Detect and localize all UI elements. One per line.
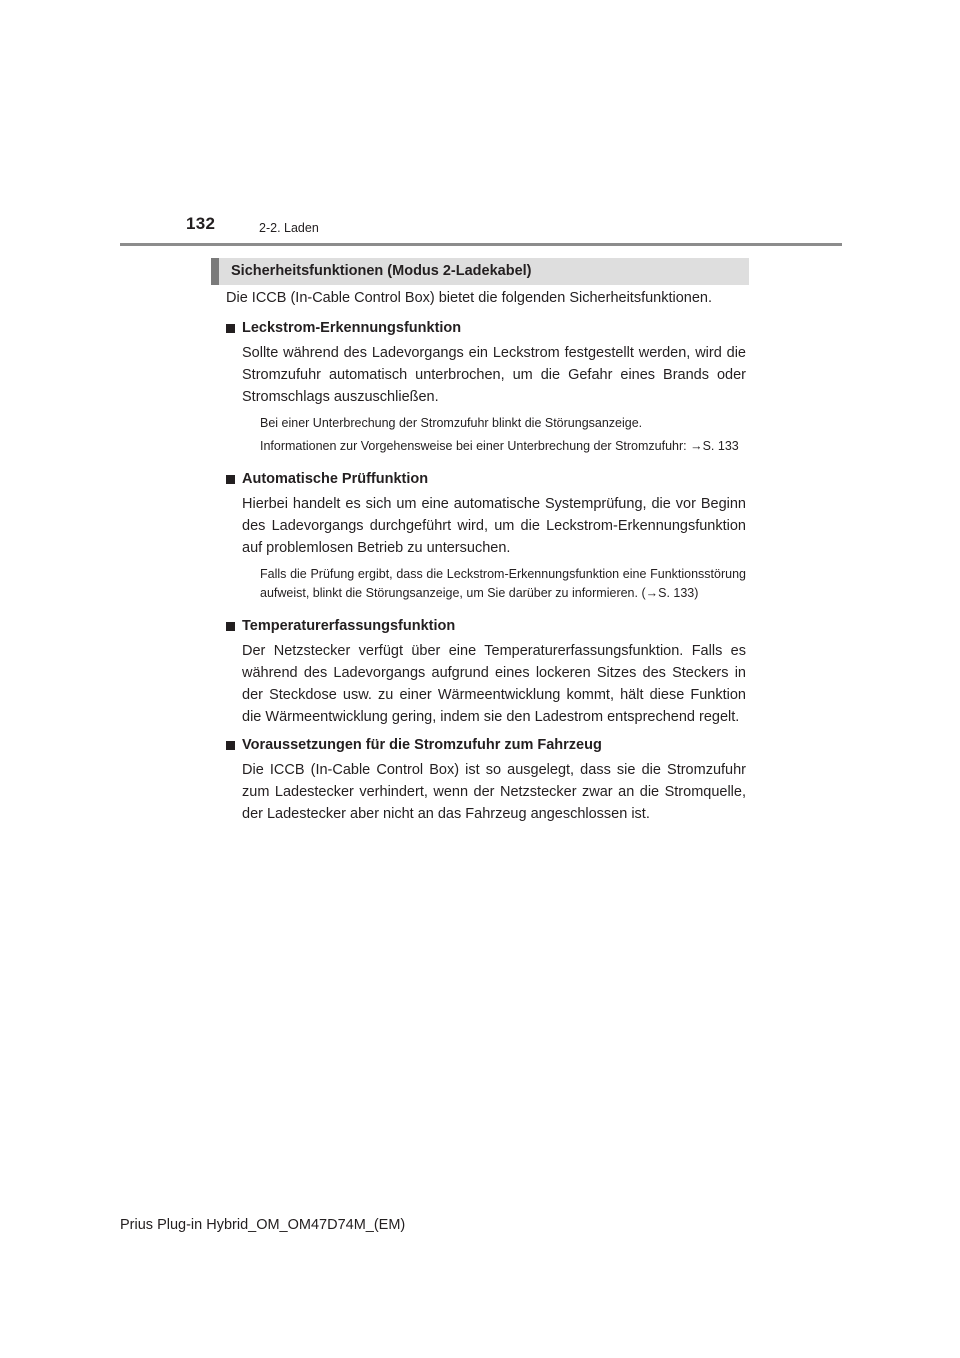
item-body: Der Netzstecker verfügt über eine Temperaturerfassungsfunktion. Falls es während des Ladevorgangs aufgrund eines lockeren Sitzes des Steckers in der Steckdose usw. zu einer Wärmeentwicklung kommt, hält diese Funktion die Wärmeentwicklung gering, indem sie den Ladestrom entsprechend regelt. bbox=[242, 643, 746, 725]
section-intro: Die ICCB (In-Cable Control Box) bietet die folgenden Sicherheitsfunktionen. bbox=[226, 290, 713, 306]
item-body: Hierbei handelt es sich um eine automatische Systemprüfung, die vor Beginn des Ladevorgangs durchgeführt wird, um die Leckstrom-Erkennungsfunktion auf problemlosen Betrieb zu untersuchen. bbox=[242, 496, 746, 556]
page-number: 132 bbox=[186, 214, 216, 233]
item-heading bbox=[226, 734, 746, 756]
item-title: Voraussetzungen für die Stromzufuhr zum Fahrzeug bbox=[242, 737, 602, 753]
item-body: Sollte während des Ladevorgangs ein Leckstrom festgestellt werden, wird die Stromzufuhr automatisch unterbrochen, um die Gefahr eines Brands oder Stromschlags auszuschließen. bbox=[242, 345, 746, 405]
item-heading bbox=[226, 615, 746, 637]
header-divider bbox=[120, 243, 842, 246]
chapter-title: 2-2. Laden bbox=[259, 221, 319, 235]
item-heading bbox=[226, 468, 746, 490]
item-power-supply-conditions bbox=[226, 734, 746, 825]
square-bullet-icon bbox=[226, 324, 235, 333]
content bbox=[226, 287, 746, 825]
footer-document-id: Prius Plug-in Hybrid_OM_OM47D74M_(EM) bbox=[120, 1217, 406, 1233]
item-heading bbox=[226, 317, 746, 339]
item-leakage-detection bbox=[226, 317, 746, 456]
item-temperature-detection bbox=[226, 615, 746, 728]
square-bullet-icon bbox=[226, 475, 235, 484]
item-note: Bei einer Unterbrechung der Stromzufuhr blinkt die Störungsanzeige. bbox=[260, 416, 643, 430]
section-heading-bar bbox=[211, 258, 749, 285]
item-note: Falls die Prüfung ergibt, dass die Leckstrom-Erkennungsfunktion eine Funktionsstörung aufweist, blinkt die Störungsanzeige, um Sie darüber zu informieren. (→S. 133) bbox=[260, 567, 746, 600]
item-title: Temperaturerfassungsfunktion bbox=[242, 618, 456, 634]
square-bullet-icon bbox=[226, 622, 235, 631]
section-title: Sicherheitsfunktionen (Modus 2-Ladekabel) bbox=[231, 263, 532, 279]
square-bullet-icon bbox=[226, 741, 235, 750]
item-title: Leckstrom-Erkennungsfunktion bbox=[242, 320, 462, 336]
item-title: Automatische Prüffunktion bbox=[242, 471, 429, 487]
item-automatic-check bbox=[226, 468, 746, 603]
item-body: Die ICCB (In-Cable Control Box) ist so ausgelegt, dass sie die Stromzufuhr zum Ladestecker verhindert, wenn der Netzstecker zwar an die Stromquelle, der Ladestecker aber nicht an das Fahrzeug angeschlossen ist. bbox=[242, 762, 746, 822]
item-note: Informationen zur Vorgehensweise bei einer Unterbrechung der Stromzufuhr: →S. 133 bbox=[260, 439, 739, 453]
